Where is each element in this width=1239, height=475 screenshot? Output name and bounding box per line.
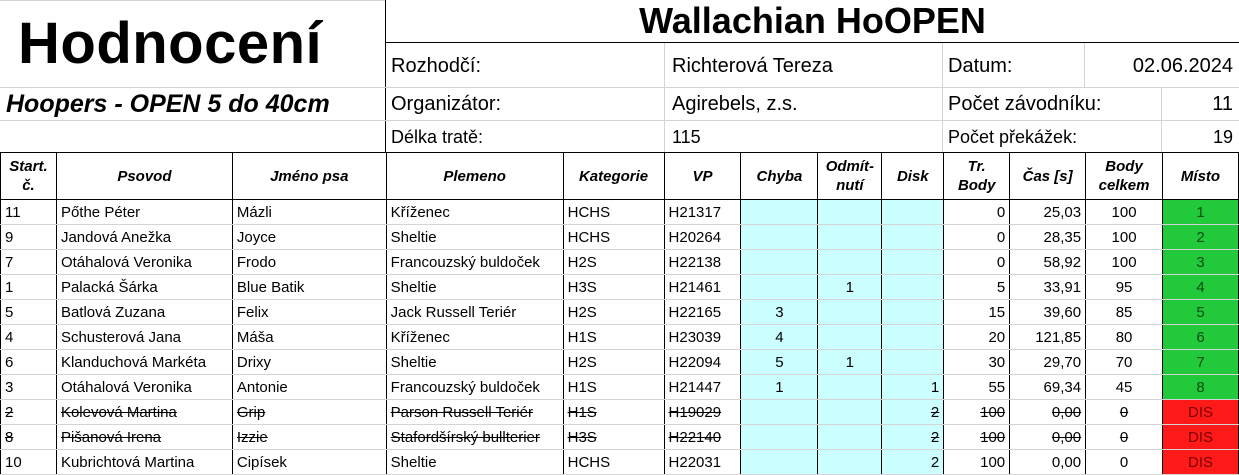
cell-disqualification-count: 2 xyxy=(882,425,944,450)
cell-category: H3S xyxy=(563,275,664,300)
cell-vp-number: H22138 xyxy=(664,250,741,275)
cell-faults: 1 xyxy=(741,375,818,400)
col-header-place: Místo xyxy=(1163,153,1239,200)
cell-penalty-points: 100 xyxy=(944,400,1010,425)
cell-run-time: 28,35 xyxy=(1010,225,1086,250)
table-header-row xyxy=(1,153,1239,200)
header-rule xyxy=(386,42,1239,43)
cell-run-time: 33,91 xyxy=(1010,275,1086,300)
cell-run-time: 0,00 xyxy=(1010,450,1086,475)
cell-refusals: 1 xyxy=(818,275,882,300)
course-length-value: 115 xyxy=(672,127,701,147)
cell-dog-name: Felix xyxy=(232,300,386,325)
col-header-handler: Psovod xyxy=(56,153,232,200)
table-row xyxy=(1,375,1239,400)
table-row xyxy=(1,425,1239,450)
results-table xyxy=(0,152,1239,475)
cell-total-points: 100 xyxy=(1086,200,1163,225)
cell-total-points: 95 xyxy=(1086,275,1163,300)
table-row xyxy=(1,450,1239,475)
cell-penalty-points: 100 xyxy=(944,425,1010,450)
table-row xyxy=(1,200,1239,225)
cell-breed: Kříženec xyxy=(386,325,563,350)
cell-penalty-points: 55 xyxy=(944,375,1010,400)
col-header-penalty: Tr. Body xyxy=(944,153,1010,200)
cell-breed: Parson Russell Teriér xyxy=(386,400,563,425)
cell-faults xyxy=(741,200,818,225)
cell-disqualification-count: 2 xyxy=(882,400,944,425)
cell-run-time: 39,60 xyxy=(1010,300,1086,325)
obstacles-value: 19 xyxy=(1212,127,1233,147)
col-header-category: Kategorie xyxy=(563,153,664,200)
cell-penalty-points: 0 xyxy=(944,200,1010,225)
cell-total-points: 100 xyxy=(1086,250,1163,275)
cell-faults xyxy=(741,225,818,250)
cell-disqualification-count xyxy=(882,250,944,275)
cell-handler-name: Otáhalová Veronika xyxy=(56,375,232,400)
cell-breed: Kříženec xyxy=(386,200,563,225)
event-title: Wallachian HoOPEN xyxy=(639,0,986,41)
cell-category: H2S xyxy=(563,250,664,275)
cell-breed: Sheltie xyxy=(386,225,563,250)
cell-vp-number: H20264 xyxy=(664,225,741,250)
header-divider xyxy=(1084,43,1085,87)
cell-placement: 7 xyxy=(1163,350,1239,375)
cell-breed: Sheltie xyxy=(386,275,563,300)
cell-faults: 4 xyxy=(741,325,818,350)
cell-category: H1S xyxy=(563,375,664,400)
cell-vp-number: H21461 xyxy=(664,275,741,300)
results-body xyxy=(1,200,1239,475)
col-header-fault: Chyba xyxy=(741,153,818,200)
cell-faults xyxy=(741,250,818,275)
table-row xyxy=(1,325,1239,350)
cell-run-time: 58,92 xyxy=(1010,250,1086,275)
date-value: 02.06.2024 xyxy=(1132,55,1233,77)
col-header-total: Body celkem xyxy=(1086,153,1163,200)
table-row xyxy=(1,350,1239,375)
col-header-dog: Jméno psa xyxy=(232,153,386,200)
cell-disqualification-count: 1 xyxy=(882,375,944,400)
cell-disqualification-count xyxy=(882,350,944,375)
cell-placement: 1 xyxy=(1163,200,1239,225)
col-header-start: Start. č. xyxy=(1,153,57,200)
cell-penalty-points: 20 xyxy=(944,325,1010,350)
header-rule xyxy=(0,120,1239,121)
cell-category: HCHS xyxy=(563,200,664,225)
cell-total-points: 0 xyxy=(1086,400,1163,425)
cell-vp-number: H21317 xyxy=(664,200,741,225)
col-header-breed: Plemeno xyxy=(386,153,563,200)
cell-penalty-points: 15 xyxy=(944,300,1010,325)
cell-faults xyxy=(741,450,818,475)
cell-refusals xyxy=(818,200,882,225)
cell-disqualification-count xyxy=(882,275,944,300)
cell-breed: Sheltie xyxy=(386,350,563,375)
cell-vp-number: H19029 xyxy=(664,400,741,425)
cell-breed: Stafordšírský bullterier xyxy=(386,425,563,450)
cell-run-time: 29,70 xyxy=(1010,350,1086,375)
cell-dog-name: Drixy xyxy=(232,350,386,375)
cell-penalty-points: 0 xyxy=(944,225,1010,250)
cell-refusals xyxy=(818,375,882,400)
cell-run-time: 121,85 xyxy=(1010,325,1086,350)
cell-start-number: 2 xyxy=(1,400,57,425)
cell-handler-name: Kolevová Martina xyxy=(56,400,232,425)
cell-vp-number: H22140 xyxy=(664,425,741,450)
col-header-vp: VP xyxy=(664,153,741,200)
cell-dog-name: Mázli xyxy=(232,200,386,225)
header-rule xyxy=(0,87,1239,88)
organizer-name: Agirebels, z.s. xyxy=(672,93,798,115)
cell-placement: DIS xyxy=(1163,425,1239,450)
cell-total-points: 45 xyxy=(1086,375,1163,400)
cell-category: H3S xyxy=(563,425,664,450)
cell-placement: 3 xyxy=(1163,250,1239,275)
cell-start-number: 4 xyxy=(1,325,57,350)
table-row xyxy=(1,400,1239,425)
header-divider xyxy=(942,43,943,152)
cell-handler-name: Pőthe Péter xyxy=(56,200,232,225)
cell-placement: 5 xyxy=(1163,300,1239,325)
cell-total-points: 85 xyxy=(1086,300,1163,325)
cell-breed: Jack Russell Teriér xyxy=(386,300,563,325)
table-row xyxy=(1,250,1239,275)
cell-total-points: 100 xyxy=(1086,225,1163,250)
cell-dog-name: Blue Batik xyxy=(232,275,386,300)
cell-total-points: 70 xyxy=(1086,350,1163,375)
cell-refusals xyxy=(818,425,882,450)
cell-run-time: 0,00 xyxy=(1010,425,1086,450)
cell-faults: 3 xyxy=(741,300,818,325)
cell-category: HCHS xyxy=(563,450,664,475)
cell-handler-name: Kubrichtová Martina xyxy=(56,450,232,475)
cell-total-points: 80 xyxy=(1086,325,1163,350)
table-row xyxy=(1,225,1239,250)
cell-handler-name: Klanduchová Markéta xyxy=(56,350,232,375)
cell-handler-name: Batlová Zuzana xyxy=(56,300,232,325)
cell-penalty-points: 5 xyxy=(944,275,1010,300)
cell-start-number: 5 xyxy=(1,300,57,325)
cell-breed: Francouzský buldoček xyxy=(386,375,563,400)
cell-vp-number: H22165 xyxy=(664,300,741,325)
cell-placement: 6 xyxy=(1163,325,1239,350)
cell-start-number: 7 xyxy=(1,250,57,275)
course-length-label: Délka tratě: xyxy=(391,127,484,147)
header-divider xyxy=(1161,88,1162,152)
cell-total-points: 0 xyxy=(1086,450,1163,475)
cell-dog-name: Frodo xyxy=(232,250,386,275)
table-row xyxy=(1,275,1239,300)
cell-breed: Sheltie xyxy=(386,450,563,475)
cell-start-number: 6 xyxy=(1,350,57,375)
cell-faults: 5 xyxy=(741,350,818,375)
cell-placement: 8 xyxy=(1163,375,1239,400)
cell-disqualification-count xyxy=(882,200,944,225)
cell-vp-number: H23039 xyxy=(664,325,741,350)
cell-placement: 2 xyxy=(1163,225,1239,250)
cell-dog-name: Antonie xyxy=(232,375,386,400)
cell-start-number: 11 xyxy=(1,200,57,225)
judge-name: Richterová Tereza xyxy=(672,55,833,77)
header-divider xyxy=(664,43,665,152)
cell-start-number: 9 xyxy=(1,225,57,250)
cell-disqualification-count xyxy=(882,300,944,325)
cell-faults xyxy=(741,425,818,450)
cell-run-time: 0,00 xyxy=(1010,400,1086,425)
col-header-refusal: Odmít- nutí xyxy=(818,153,882,200)
competitors-label: Počet závodníku: xyxy=(948,93,1102,115)
cell-run-time: 69,34 xyxy=(1010,375,1086,400)
judge-label: Rozhodčí: xyxy=(391,55,482,77)
page-title: Hodnocení xyxy=(18,11,323,76)
cell-handler-name: Jandová Anežka xyxy=(56,225,232,250)
cell-start-number: 10 xyxy=(1,450,57,475)
cell-handler-name: Schusterová Jana xyxy=(56,325,232,350)
header-rule xyxy=(0,0,385,1)
cell-refusals xyxy=(818,300,882,325)
cell-faults xyxy=(741,275,818,300)
date-label: Datum: xyxy=(948,55,1013,77)
cell-run-time: 25,03 xyxy=(1010,200,1086,225)
cell-handler-name: Palacká Šárka xyxy=(56,275,232,300)
organizer-label: Organizátor: xyxy=(391,93,502,115)
cell-refusals xyxy=(818,225,882,250)
cell-penalty-points: 30 xyxy=(944,350,1010,375)
cell-penalty-points: 0 xyxy=(944,250,1010,275)
cell-faults xyxy=(741,400,818,425)
cell-refusals: 1 xyxy=(818,350,882,375)
cell-dog-name: Cipísek xyxy=(232,450,386,475)
cell-start-number: 1 xyxy=(1,275,57,300)
cell-handler-name: Otáhalová Veronika xyxy=(56,250,232,275)
cell-refusals xyxy=(818,450,882,475)
cell-breed: Francouzský buldoček xyxy=(386,250,563,275)
header-divider xyxy=(385,0,386,152)
cell-refusals xyxy=(818,325,882,350)
cell-start-number: 3 xyxy=(1,375,57,400)
cell-placement: 4 xyxy=(1163,275,1239,300)
cell-category: H2S xyxy=(563,300,664,325)
cell-dog-name: Máša xyxy=(232,325,386,350)
cell-vp-number: H22094 xyxy=(664,350,741,375)
cell-refusals xyxy=(818,400,882,425)
competitors-value: 11 xyxy=(1212,93,1233,115)
cell-total-points: 0 xyxy=(1086,425,1163,450)
cell-start-number: 8 xyxy=(1,425,57,450)
cell-category: H2S xyxy=(563,350,664,375)
cell-dog-name: Izzie xyxy=(232,425,386,450)
table-row xyxy=(1,300,1239,325)
cell-vp-number: H21447 xyxy=(664,375,741,400)
cell-dog-name: Grip xyxy=(232,400,386,425)
col-header-time: Čas [s] xyxy=(1010,153,1086,200)
cell-category: H1S xyxy=(563,400,664,425)
obstacles-label: Počet překážek: xyxy=(948,127,1078,147)
cell-category: H1S xyxy=(563,325,664,350)
cell-placement: DIS xyxy=(1163,400,1239,425)
cell-disqualification-count: 2 xyxy=(882,450,944,475)
cell-category: HCHS xyxy=(563,225,664,250)
cell-disqualification-count xyxy=(882,225,944,250)
cell-refusals xyxy=(818,250,882,275)
col-header-disk: Disk xyxy=(882,153,944,200)
cell-dog-name: Joyce xyxy=(232,225,386,250)
cell-penalty-points: 100 xyxy=(944,450,1010,475)
cell-handler-name: Pišanová Irena xyxy=(56,425,232,450)
cell-vp-number: H22031 xyxy=(664,450,741,475)
cell-disqualification-count xyxy=(882,325,944,350)
competition-subtitle: Hoopers - OPEN 5 do 40cm xyxy=(6,90,330,118)
cell-placement: DIS xyxy=(1163,450,1239,475)
